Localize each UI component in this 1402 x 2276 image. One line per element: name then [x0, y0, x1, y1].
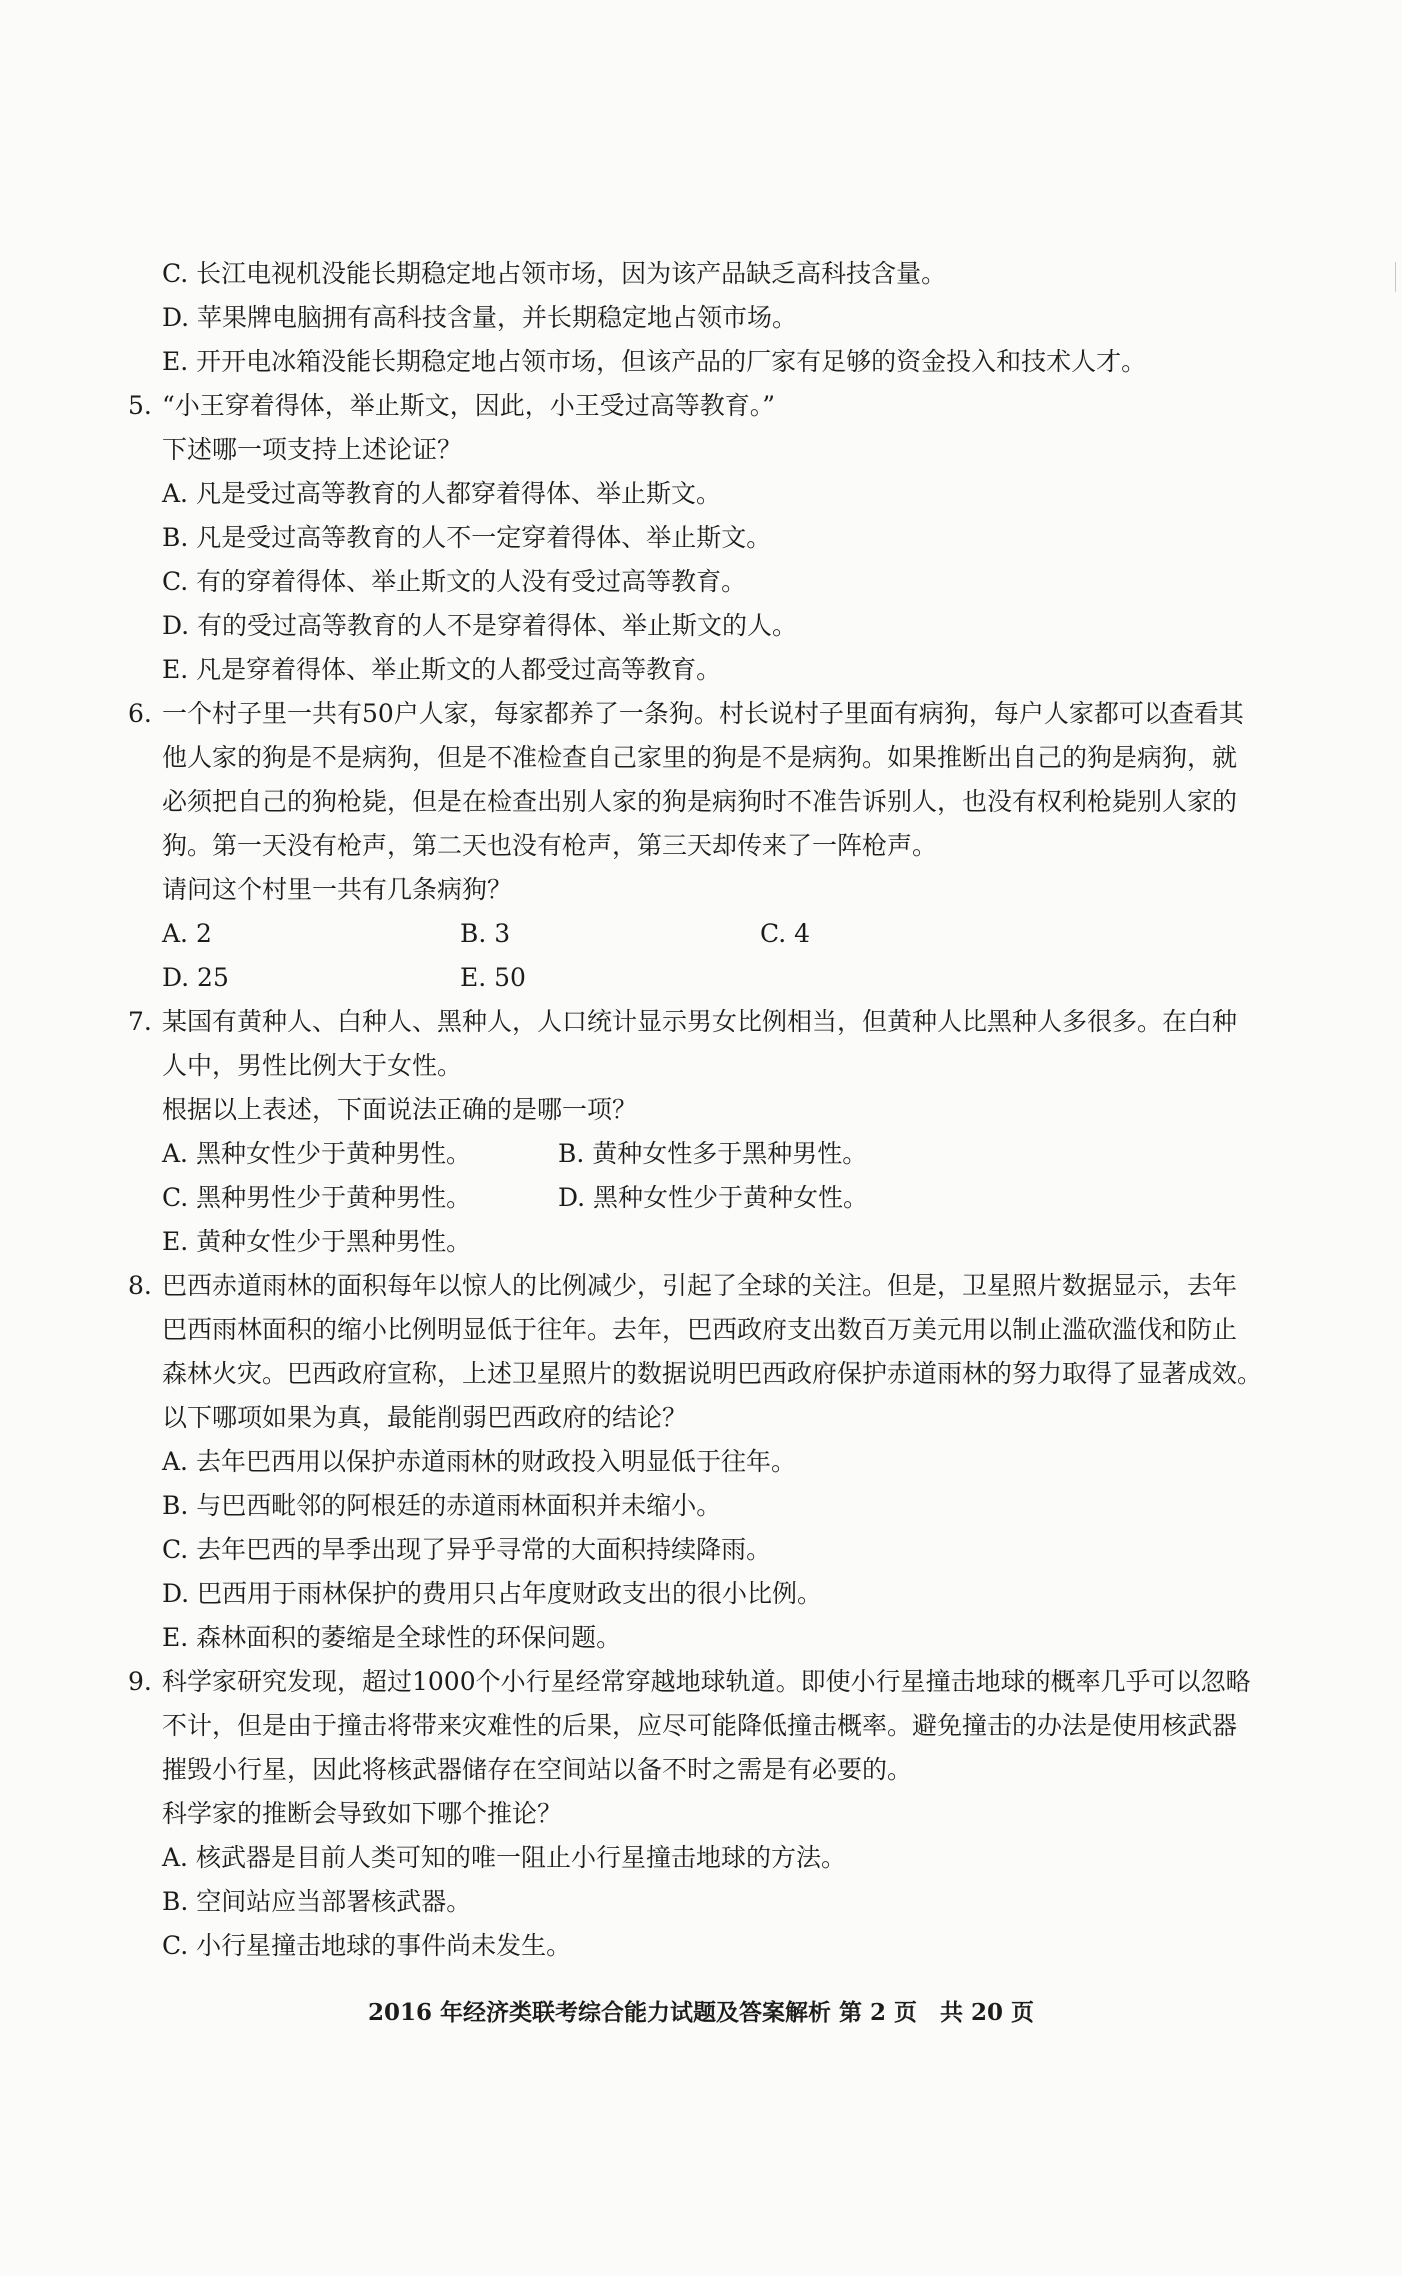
q8-stem-line-2: 巴西雨林面积的缩小比例明显低于往年。去年，巴西政府支出数百万美元用以制止滥砍滥伐和防止: [162, 1315, 1238, 1344]
q8-option-a: A. 去年巴西用以保护赤道雨林的财政投入明显低于往年。: [162, 1447, 796, 1476]
q8-option-e: E. 森林面积的萎缩是全球性的环保问题。: [162, 1623, 622, 1652]
q6-option-e: E. 50: [460, 963, 526, 992]
q8-stem-text-1: 巴西赤道雨林的面积每年以惊人的比例减少，引起了全球的关注。但是，卫星照片数据显示，去年: [162, 1271, 1238, 1300]
q7-option-b: B. 黄种女性多于黑种男性。: [558, 1139, 868, 1168]
q7-options-row-1: [128, 1132, 1278, 1176]
q8-option-b: B. 与巴西毗邻的阿根廷的赤道雨林面积并未缩小。: [162, 1491, 722, 1520]
scan-edge-mark: [1395, 262, 1402, 292]
q9-stem-text-1: 科学家研究发现，超过1000个小行星经常穿越地球轨道。即使小行星撞击地球的概率几乎可以忽略: [162, 1667, 1251, 1696]
page-content: [128, 252, 1278, 1968]
q9-question: 科学家的推断会导致如下哪个推论？: [162, 1799, 563, 1828]
q7-stem-line-2: 人中，男性比例大于女性。: [162, 1051, 463, 1080]
q9-stem-line-2: 不计，但是由于撞击将带来灾难性的后果，应尽可能降低撞击概率。避免撞击的办法是使用核武器: [162, 1711, 1238, 1740]
q6-options-row-2: [128, 956, 1278, 1000]
page-footer: 2016 年经济类联考综合能力试题及答案解析 第 2 页 共 20 页: [367, 1999, 1035, 2026]
q7-stem-line-1: [128, 1000, 1278, 1044]
q8-option-d: D. 巴西用于雨林保护的费用只占年度财政支出的很小比例。: [162, 1579, 823, 1608]
q4-option-e: E. 开开电冰箱没能长期稳定地占领市场，但该产品的厂家有足够的资金投入和技术人才。: [162, 347, 1147, 376]
q8-question: 以下哪项如果为真，最能削弱巴西政府的结论？: [162, 1403, 688, 1432]
q6-stem-line-4: 狗。第一天没有枪声，第二天也没有枪声，第三天却传来了一阵枪声。: [162, 831, 938, 860]
q7-stem-text-1: 某国有黄种人、白种人、黑种人，人口统计显示男女比例相当，但黄种人比黑种人多很多。在白种: [162, 1007, 1238, 1036]
q5-question: 下述哪一项支持上述论证？: [162, 435, 463, 464]
q7-question: 根据以上表述，下面说法正确的是哪一项？: [162, 1095, 638, 1124]
q7-option-a: A. 黑种女性少于黄种男性。: [162, 1139, 471, 1168]
q6-stem-text-1: 一个村子里一共有50户人家，每家都养了一条狗。村长说村子里面有病狗，每户人家都可以查看其: [162, 699, 1244, 728]
q6-stem-line-2: 他人家的狗是不是病狗，但是不准检查自己家里的狗是不是病狗。如果推断出自己的狗是病狗，就: [162, 743, 1238, 772]
q9-option-b: B. 空间站应当部署核武器。: [162, 1887, 472, 1916]
q8-number: 8.: [128, 1271, 152, 1300]
q7-option-e: E. 黄种女性少于黑种男性。: [162, 1227, 472, 1256]
q5-number: 5.: [128, 391, 152, 420]
q8-stem-line-1: [128, 1264, 1278, 1308]
q7-options-row-2: [128, 1176, 1278, 1220]
q9-option-c: C. 小行星撞击地球的事件尚未发生。: [162, 1931, 572, 1960]
q6-stem-line-3: 必须把自己的狗枪毙，但是在检查出别人家的狗是病狗时不准告诉别人，也没有权利枪毙别人家的: [162, 787, 1238, 816]
q9-option-a: A. 核武器是目前人类可知的唯一阻止小行星撞击地球的方法。: [162, 1843, 846, 1872]
q4-option-c: C. 长江电视机没能长期稳定地占领市场，因为该产品缺乏高科技含量。: [162, 259, 947, 288]
q9-stem-line-1: [128, 1660, 1278, 1704]
q7-option-d: D. 黑种女性少于黄种女性。: [558, 1183, 869, 1212]
q6-option-d: D. 25: [162, 963, 229, 992]
q7-number: 7.: [128, 1007, 152, 1036]
q6-option-b: B. 3: [460, 919, 511, 948]
q5-option-d: D. 有的受过高等教育的人不是穿着得体、举止斯文的人。: [162, 611, 798, 640]
q9-number: 9.: [128, 1667, 152, 1696]
q6-options-row-1: [128, 912, 1278, 956]
q6-number: 6.: [128, 699, 152, 728]
q5-stem-text: “小王穿着得体，举止斯文，因此，小王受过高等教育。”: [162, 391, 776, 420]
q8-option-c: C. 去年巴西的旱季出现了异乎寻常的大面积持续降雨。: [162, 1535, 772, 1564]
q8-stem-line-3: 森林火灾。巴西政府宣称，上述卫星照片的数据说明巴西政府保护赤道雨林的努力取得了显著成效。: [162, 1359, 1263, 1388]
q6-stem-line-1: [128, 692, 1278, 736]
q6-option-c: C. 4: [760, 919, 811, 948]
q9-stem-line-3: 摧毁小行星，因此将核武器储存在空间站以备不时之需是有必要的。: [162, 1755, 913, 1784]
q7-option-c: C. 黑种男性少于黄种男性。: [162, 1183, 472, 1212]
q6-option-a: A. 2: [162, 919, 212, 948]
q5-option-b: B. 凡是受过高等教育的人不一定穿着得体、举止斯文。: [162, 523, 772, 552]
q4-option-d: D. 苹果牌电脑拥有高科技含量，并长期稳定地占领市场。: [162, 303, 798, 332]
q5-stem: [128, 384, 1278, 428]
q5-option-e: E. 凡是穿着得体、举止斯文的人都受过高等教育。: [162, 655, 722, 684]
q5-option-c: C. 有的穿着得体、举止斯文的人没有受过高等教育。: [162, 567, 747, 596]
q5-option-a: A. 凡是受过高等教育的人都穿着得体、举止斯文。: [162, 479, 721, 508]
q6-question: 请问这个村里一共有几条病狗？: [162, 875, 513, 904]
